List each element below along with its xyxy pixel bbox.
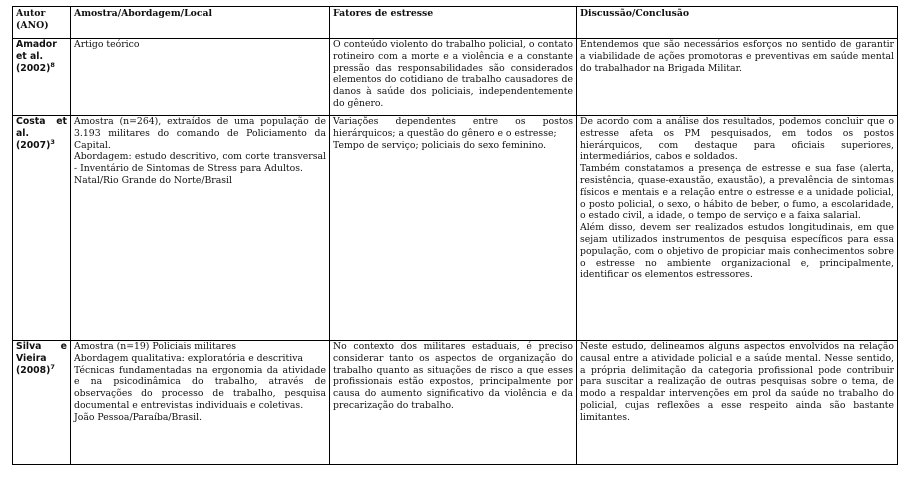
discussion-cell [577, 39, 898, 116]
discussion-text: De acordo com a análise dos resultados, podemos concluir que o estresse afeta os PM pesquisados, em todos os postos hierárquicos, com destaque para oficiais superiores, intermediários, cabos e soldados. [580, 116, 894, 163]
table-row [13, 116, 898, 341]
author-year: (2007) [16, 139, 51, 151]
author-ref: 8 [50, 60, 55, 69]
factors-text: Tempo de serviço; policiais do sexo feminino. [333, 139, 547, 151]
header-author: Autor (ANO) [13, 7, 71, 39]
table-row [13, 39, 898, 116]
factors-text: Variações dependentes entre os postos hierárquicos; a questão do gênero e o estresse; [333, 116, 573, 139]
header-discussion: Discussão/Conclusão [577, 7, 898, 39]
table-row [13, 341, 898, 465]
author-year: (2002) [16, 62, 51, 74]
discussion-text: Entendemos que são necessários esforços no sentido de garantir a viabilidade de ações promotoras e preventivas em saúde mental do trabalhador na Brigada Militar. [580, 39, 894, 74]
discussion-text: Neste estudo, delineamos alguns aspectos envolvidos na relação causal entre a atividade policial e a saúde mental. Nesse sentido, a própria delimitação da categoria profissional pode contribuir para suscitar a realização de outras pesquisas sobre o tema, de modo a respaldar intervenções em prol da saúde no trabalho do policial, cujas reflexões a esse respeito ainda são bastante limitantes. [580, 341, 894, 423]
author-name: Silva e Vieira [16, 341, 67, 364]
author-year: (2008) [16, 364, 51, 376]
discussion-text: Também constatamos a presença de estresse e sua fase (alerta, resistência, quase-exaustão, exaustão), a prevalência de sintomas físicos e mentais e a relação entre o estresse e a unidade policial, o posto policial, o sexo, o hábito de beber, o fumo, a escolaridade, o estado civil, a idade, o tempo de serviço e a faixa salarial. [580, 163, 894, 222]
discussion-text: Além disso, devem ser realizados estudos longitudinais, em que sejam utilizados instrumentos de pesquisa específicos para essa população, com o objetivo de propiciar mais conhecimentos sobre o estresse no ambiente organizacional e, principalmente, identificar os elementos estressores. [580, 222, 894, 281]
sample-text: Abordagem qualitativa: exploratória e descritiva [74, 352, 304, 364]
author-cell [13, 341, 71, 465]
sample-cell [71, 116, 330, 341]
header-factors: Fatores de estresse [330, 7, 577, 39]
sample-cell [71, 39, 330, 116]
sample-text: Abordagem: estudo descritivo, com corte transversal - Inventário de Sintomas de Stress para Adultos. [74, 151, 326, 175]
sample-text: Natal/Rio Grande do Norte/Brasil [74, 174, 232, 186]
sample-text: Artigo teórico [74, 39, 140, 50]
factors-text: O conteúdo violento do trabalho policial, o contato rotineiro com a morte e a violência e a constante pressão das responsabilidades são considerados elementos do cotidiano de trabalho causadores de danos à saúde dos policiais, independentemente do gênero. [333, 39, 573, 109]
sample-text: Amostra (n=264), extraídos de uma população de 3.193 militares do comando de Policiamento da Capital. [74, 116, 326, 151]
sample-text: João Pessoa/Paraíba/Brasil. [74, 411, 203, 423]
header-sample: Amostra/Abordagem/Local [71, 7, 330, 39]
author-ref: 3 [50, 137, 55, 146]
sample-text: Amostra (n=19) Policiais militares [74, 341, 236, 352]
literature-review-table [12, 6, 898, 465]
factors-text: No contexto dos militares estaduais, é preciso considerar tanto os aspectos de organização do trabalho quanto as situações de risco a que esses profissionais estão expostos, principalmente por causa do aumento significativo da violência e da precarização do trabalho. [333, 341, 573, 411]
author-cell [13, 116, 71, 341]
author-ref: 7 [50, 362, 55, 371]
author-cell [13, 39, 71, 116]
factors-cell [330, 116, 577, 341]
factors-cell [330, 39, 577, 116]
author-name: Amador et al. [16, 39, 57, 62]
sample-text: Técnicas fundamentadas na ergonomia da atividade e na psicodinâmica do trabalho, através de observações do processo de trabalho, pesquisa documental e entrevistas individuais e coletivas. [74, 364, 326, 411]
factors-cell [330, 341, 577, 465]
discussion-cell [577, 116, 898, 341]
sample-cell [71, 341, 330, 465]
author-name: Costa et al. [16, 116, 67, 139]
table-header-row [13, 7, 898, 39]
discussion-cell [577, 341, 898, 465]
